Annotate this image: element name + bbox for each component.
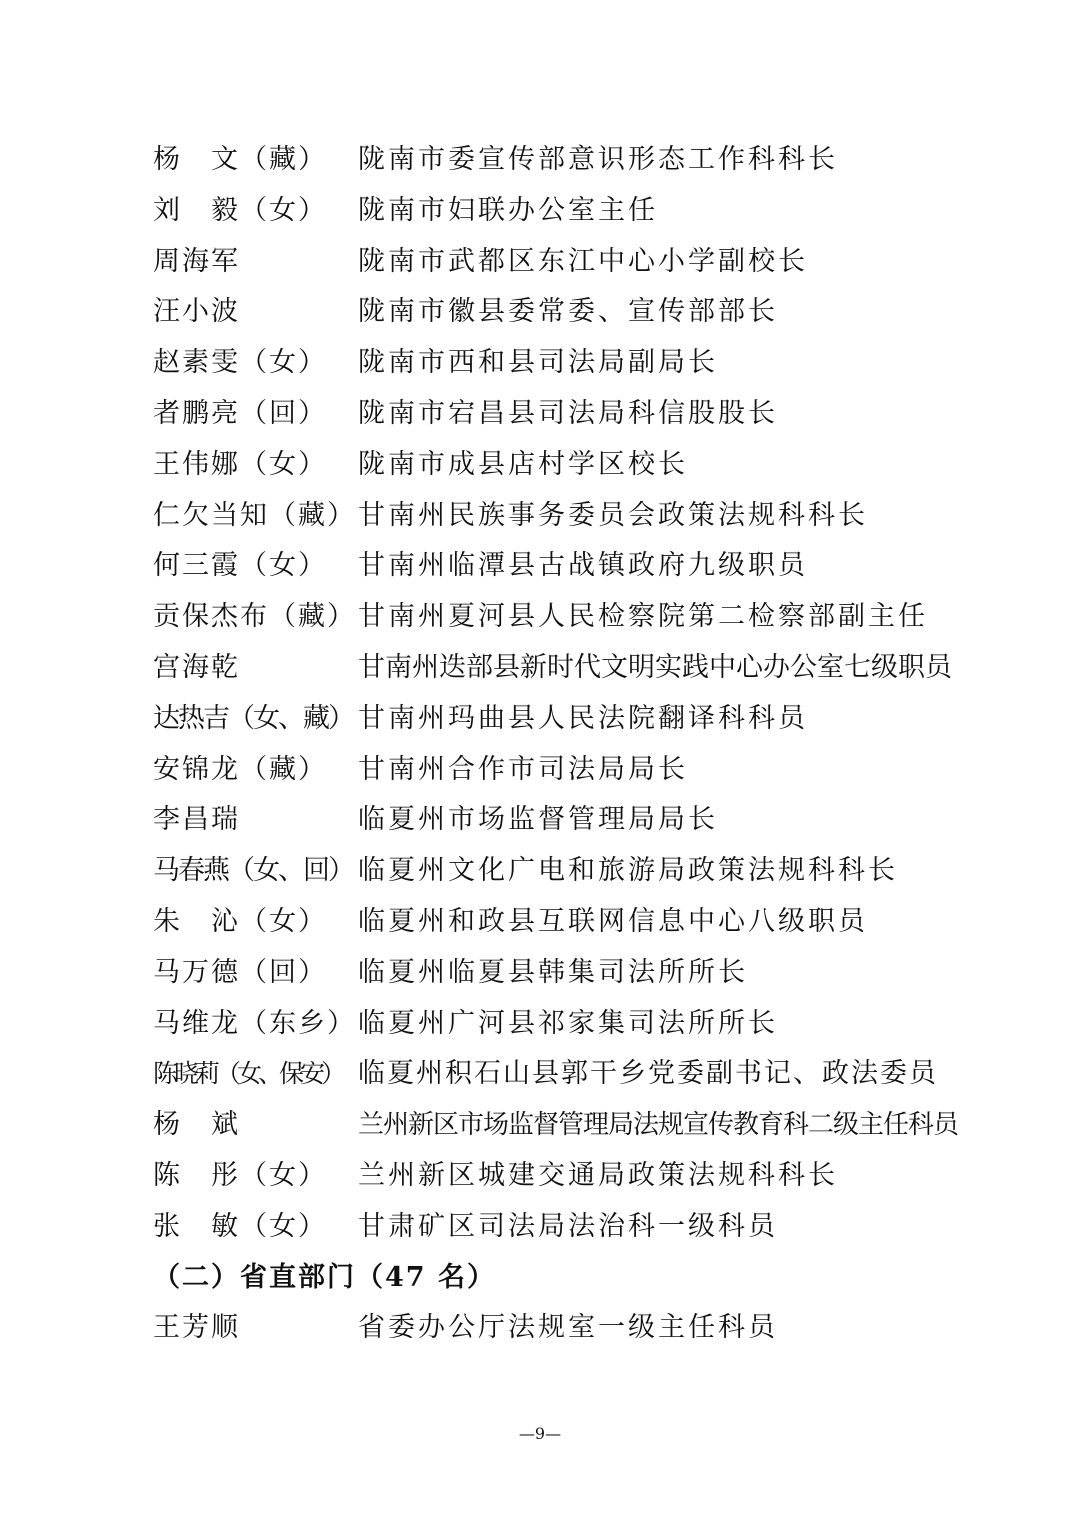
entry-position: 陇南市宕昌县司法局科信股股长 — [358, 397, 778, 429]
entry-name: 贡保杰布（藏） — [153, 601, 356, 633]
list-entry — [153, 541, 1013, 592]
entry-position: 兰州新区市场监督管理局法规宣传教育科二级主任科员 — [358, 1110, 959, 1141]
list-entry — [153, 338, 1013, 389]
list-entry — [153, 745, 1013, 796]
entry-name: 陈晓莉（女、保安） — [153, 1059, 343, 1089]
list-entry — [153, 135, 1013, 186]
entry-name: 汪小波 — [153, 296, 240, 328]
entry-name: 赵素雯（女） — [153, 347, 327, 379]
list-entry — [153, 1303, 1013, 1354]
entry-name: 仁欠当知（藏） — [153, 499, 356, 531]
list-entry — [153, 592, 1013, 643]
entry-position: 甘南州合作市司法局局长 — [358, 753, 688, 785]
list-entry — [153, 999, 1013, 1050]
list-entry — [153, 440, 1013, 491]
list-entry — [153, 186, 1013, 237]
entry-name: 李昌瑞 — [153, 804, 240, 836]
entry-name: 周海军 — [153, 245, 240, 277]
list-entry — [153, 389, 1013, 440]
list-entry — [153, 643, 1013, 694]
entry-name: 杨 文（藏） — [153, 144, 327, 175]
name-list — [153, 135, 1013, 1354]
entry-position: 甘南州迭部县新时代文明实践中心办公室七级职员 — [358, 651, 952, 683]
entry-name: 马万德（回） — [153, 956, 327, 988]
list-entry — [153, 948, 1013, 999]
list-entry — [153, 1151, 1013, 1202]
entry-name: 马维龙（东乡） — [153, 1007, 356, 1039]
entry-name: 陈 彤（女） — [153, 1159, 327, 1191]
entry-position: 临夏州和政县互联网信息中心八级职员 — [358, 905, 868, 937]
entry-name: 宫海乾 — [153, 651, 240, 683]
entry-name: 何三霞（女） — [153, 550, 327, 582]
entry-position: 省委办公厅法规室一级主任科员 — [358, 1312, 778, 1344]
entry-name: 朱 沁（女） — [153, 905, 327, 937]
entry-position: 临夏州市场监督管理局局长 — [358, 804, 718, 836]
entry-name: 王芳顺 — [153, 1312, 240, 1344]
list-entry — [153, 1202, 1013, 1253]
entry-position: 临夏州临夏县韩集司法所所长 — [358, 956, 748, 988]
entry-name: 达热吉（女、藏） — [153, 702, 353, 734]
entry-name: 王伟娜（女） — [153, 448, 327, 480]
entry-position: 甘南州夏河县人民检察院第二检察部副主任 — [358, 601, 928, 633]
entry-position: 甘南州玛曲县人民法院翻译科科员 — [358, 702, 808, 734]
entry-position: 陇南市徽县委常委、宣传部部长 — [358, 296, 778, 328]
entry-position: 临夏州文化广电和旅游局政策法规科科长 — [358, 855, 898, 887]
entry-name: 杨 斌 — [153, 1109, 240, 1141]
entry-position: 兰州新区城建交通局政策法规科科长 — [358, 1159, 838, 1191]
entry-position: 临夏州积石山县郭干乡党委副书记、政法委员 — [358, 1058, 938, 1090]
list-entry — [153, 897, 1013, 948]
section-heading: （二）省直部门（47 名） — [153, 1261, 496, 1293]
list-entry — [153, 795, 1013, 846]
entry-name: 刘 毅（女） — [153, 194, 327, 226]
entry-position: 陇南市妇联办公室主任 — [358, 194, 658, 226]
entry-position: 甘南州民族事务委员会政策法规科科长 — [358, 499, 868, 531]
entry-name: 者鹏亮（回） — [153, 397, 327, 429]
entry-name: 张 敏（女） — [153, 1210, 327, 1242]
list-entry — [153, 1100, 1013, 1151]
entry-name: 马春燕（女、回） — [153, 855, 353, 887]
page-number: —9— — [518, 1424, 562, 1443]
list-entry — [153, 491, 1013, 542]
entry-position: 陇南市西和县司法局副局长 — [358, 347, 718, 379]
entry-position: 陇南市委宣传部意识形态工作科科长 — [358, 144, 838, 175]
entry-position: 甘肃矿区司法局法治科一级科员 — [358, 1210, 778, 1242]
list-entry — [153, 237, 1013, 288]
entry-position: 陇南市成县店村学区校长 — [358, 448, 688, 480]
entry-position: 临夏州广河县祁家集司法所所长 — [358, 1007, 778, 1039]
list-entry — [153, 846, 1013, 897]
entry-position: 陇南市武都区东江中心小学副校长 — [358, 245, 808, 277]
entry-position: 甘南州临潭县古战镇政府九级职员 — [358, 550, 808, 582]
entry-name: 安锦龙（藏） — [153, 753, 327, 785]
list-entry — [153, 1049, 1013, 1100]
list-entry — [153, 287, 1013, 338]
list-entry — [153, 694, 1013, 745]
